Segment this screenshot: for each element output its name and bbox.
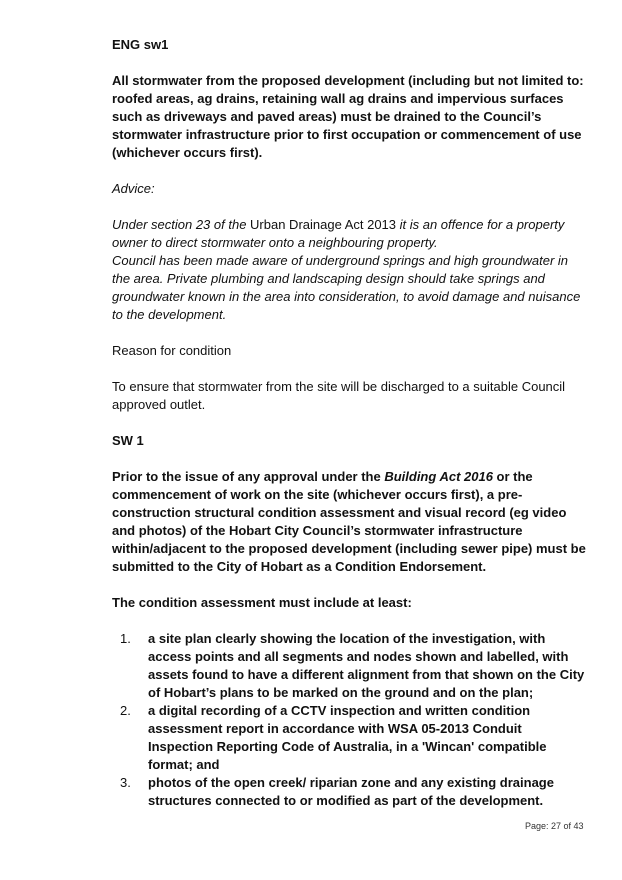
page-number: Page: 27 of 43 bbox=[525, 821, 584, 831]
list-item-number: 1. bbox=[120, 631, 131, 646]
advice-label: Advice: bbox=[112, 181, 155, 196]
advice-paragraph-1 bbox=[112, 216, 587, 252]
condition-heading-eng-sw1: ENG sw1 bbox=[112, 37, 169, 52]
reason-text: To ensure that stormwater from the site will be discharged to a suitable Council approved outlet. bbox=[112, 379, 566, 412]
list-item-text: a site plan clearly showing the location of the investigation, with access points and all segments and nodes shown and labelled, with assets found to have a different alignment from that shown on the City of Hobart’s plans to be marked on the ground and on the plan; bbox=[148, 631, 585, 700]
list-item bbox=[112, 630, 587, 702]
sw1-body-suffix: or the commencement of work on the site (whichever occurs first), a pre-construction structural condition assessment and visual record (eg video and photos) of the Hobart City Council’s stormwater infrastructure within/adjacent to the proposed development (including sewer pipe) must be submitted to the City of Hobart as a Condition Endorsement. bbox=[112, 469, 586, 574]
condition-body-eng-sw1: All stormwater from the proposed development (including but not limited to: roofed areas, ag drains, retaining wall ag drains and impervious surfaces such as driveways and paved areas) must be drained to the Council’s stormwater infrastructure prior to first occupation or commencement of use (whichever occurs first). bbox=[112, 73, 584, 160]
list-item bbox=[112, 702, 587, 774]
list-item-text: photos of the open creek/ riparian zone and any existing drainage structures connected to or modified as part of the development. bbox=[148, 775, 554, 808]
list-item-number: 2. bbox=[120, 703, 131, 718]
advice-paragraph-2: Council has been made aware of underground springs and high groundwater in the area. Private plumbing and landscaping design should take springs and groundwater known in the area into consideration, to avoid damage and nuisance to the development. bbox=[112, 253, 581, 322]
advice-act-name: Urban Drainage Act 2013 bbox=[250, 217, 397, 232]
list-item-number: 3. bbox=[120, 775, 131, 790]
list-item bbox=[112, 774, 587, 810]
sw1-body-prefix: Prior to the issue of any approval under the bbox=[112, 469, 385, 484]
condition-list bbox=[112, 630, 587, 810]
condition-heading-sw1: SW 1 bbox=[112, 433, 144, 448]
document-page bbox=[112, 36, 587, 810]
sw1-act-name: Building Act 2016 bbox=[384, 469, 493, 484]
condition-body-sw1 bbox=[112, 468, 587, 576]
advice-suffix: it is an offence for a property owner to direct stormwater onto a neighbouring property. bbox=[112, 217, 565, 250]
reason-label: Reason for condition bbox=[112, 343, 232, 358]
advice-prefix: Under section 23 of the bbox=[112, 217, 251, 232]
list-item-text: a digital recording of a CCTV inspection and written condition assessment report in accordance with WSA 05-2013 Conduit Inspection Reporting Code of Australia, in a 'Wincan' compatible format; and bbox=[148, 703, 547, 772]
list-intro: The condition assessment must include at least: bbox=[112, 595, 412, 610]
